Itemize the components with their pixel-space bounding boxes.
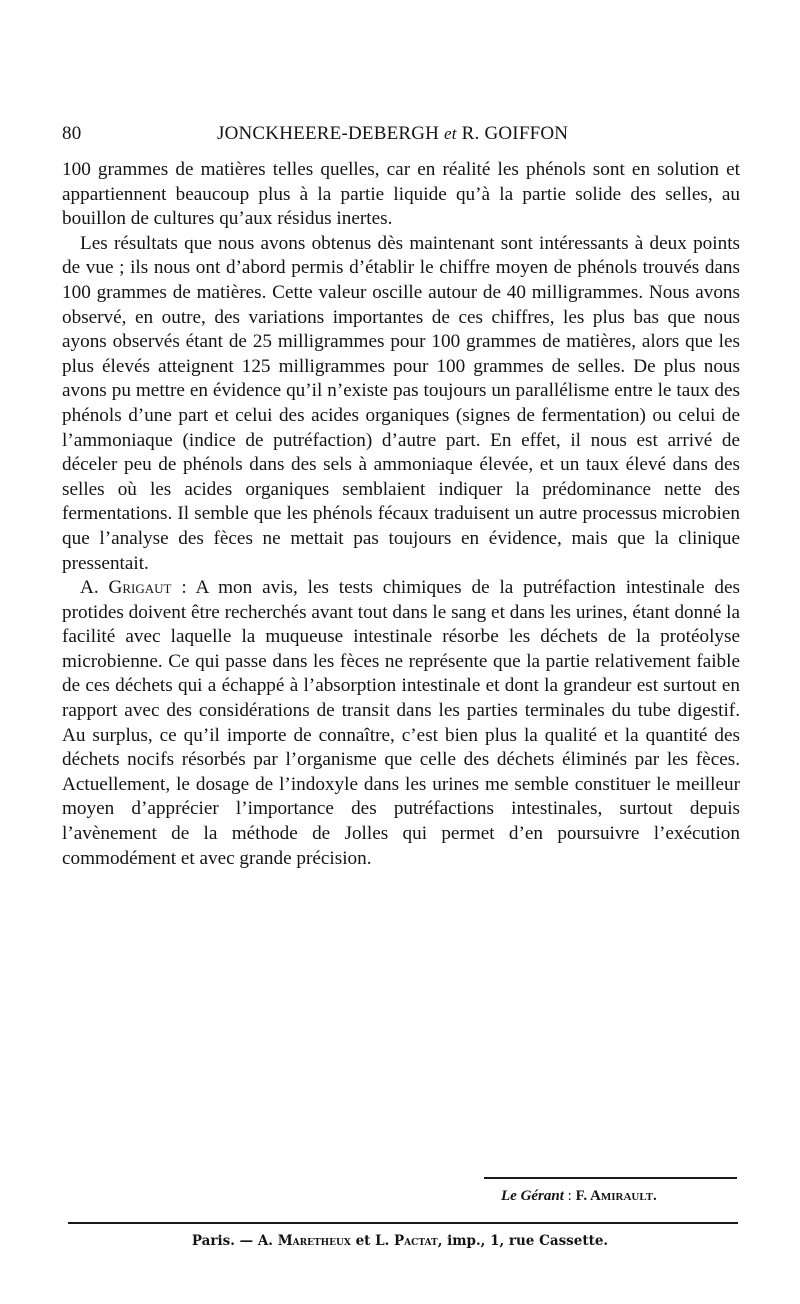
paragraph-3-text: : A mon avis, les tests chimiques de la putréfaction intestinale des protides doivent être recherchés avant tout dans le sang et dans les urines, étant donné la facilité avec laquelle la muqueuse intestinale résorbe les déchets de la protéolyse microbienne. Ce qui passe dans les fèces ne représente que la partie relativement faible de ces déchets qui a échappé à l’absorption intestinale et dont la grandeur est surtout en rapport avec des considérations de transit dans les parties terminales du tube digestif. Au surplus, ce qu’il importe de connaître, c’est bien plus la qualité et la quantité des déchets nocifs résorbés par l’organisme que celle des déchets éliminés par les fèces. Actuellement, le dosage de l’indoxyle dans les urines me semble constituer le meilleur moyen d’apprécier l’importance des putréfactions intestinales, surtout depuis l’avènement de la méthode de Jolles qui permet d’en poursuivre l’exécution commodément et avec grande précision. <box>62 577 740 869</box>
paragraph-2: Les résultats que nous avons obtenus dès maintenant sont intéressants à deux points de vue ; ils nous ont d’abord permis d’établir le chiffre moyen de phénols trouvés dans 100 grammes de matières. Cette valeur oscille autour de 40 milligrammes. Nous avons observé, en outre, des variations importantes de ces chiffres, les plus bas que nous ayons observés étant de 25 milligrammes pour 100 grammes de matières, alors que les plus élevés atteignent 125 milligrammes pour 100 grammes de selles. De plus nous avons pu mettre en évidence qu’il n’existe pas toujours un parallélisme entre le taux des phénols d’une part et celui des acides organiques (signes de fermentation) ou celui de l’ammoniaque (indice de putréfaction) d’autre part. En effet, il nous est arrivé de déceler peu de phénols dans des sels à ammoniaque élevée, et un taux élevé dans des selles où les acides organiques semblaient indiquer la prédominance nette des fermentations. Il semble que les phénols fécaux traduisent un autre processus microbien que l’analyse des fèces ne mettait pas toujours en évidence, mais que la clinique pressentait. <box>62 232 740 574</box>
running-head-title <box>217 123 568 145</box>
running-head <box>62 118 740 150</box>
author-conjunction: et <box>444 124 457 143</box>
gerant-line <box>501 1188 657 1205</box>
author-names: JONCKHEERE-DEBERGH <box>217 123 440 144</box>
gerant-name: F. Amirault. <box>575 1188 657 1204</box>
imprint-mid: et L. <box>350 1233 395 1249</box>
speaker-name: A. Grigaut <box>80 577 172 599</box>
footer-short-rule <box>484 1177 737 1179</box>
page-number: 80 <box>62 123 82 144</box>
imprint-city: Paris. — A. <box>191 1233 278 1249</box>
footer-long-rule <box>68 1222 738 1224</box>
imprint-address: , imp., 1, rue Cassette. <box>437 1233 609 1249</box>
gerant-label: Le Gérant <box>501 1188 564 1204</box>
document-page <box>62 118 740 871</box>
imprint-printer-2: Pactat <box>394 1233 438 1249</box>
paragraph-1: 100 grammes de matières telles quelles, car en réalité les phénols sont en solution et appartiennent beaucoup plus à la partie liquide qu’à la partie solide des selles, au bouillon de cultures qu’aux résidus inertes. <box>62 159 740 230</box>
printer-imprint <box>0 1233 800 1249</box>
imprint-printer-1: Maretheux <box>277 1233 351 1249</box>
gerant-separator: : <box>563 1188 576 1204</box>
co-author-name: R. GOIFFON <box>461 123 569 144</box>
body-text <box>62 158 740 871</box>
paragraph-3 <box>62 576 740 871</box>
